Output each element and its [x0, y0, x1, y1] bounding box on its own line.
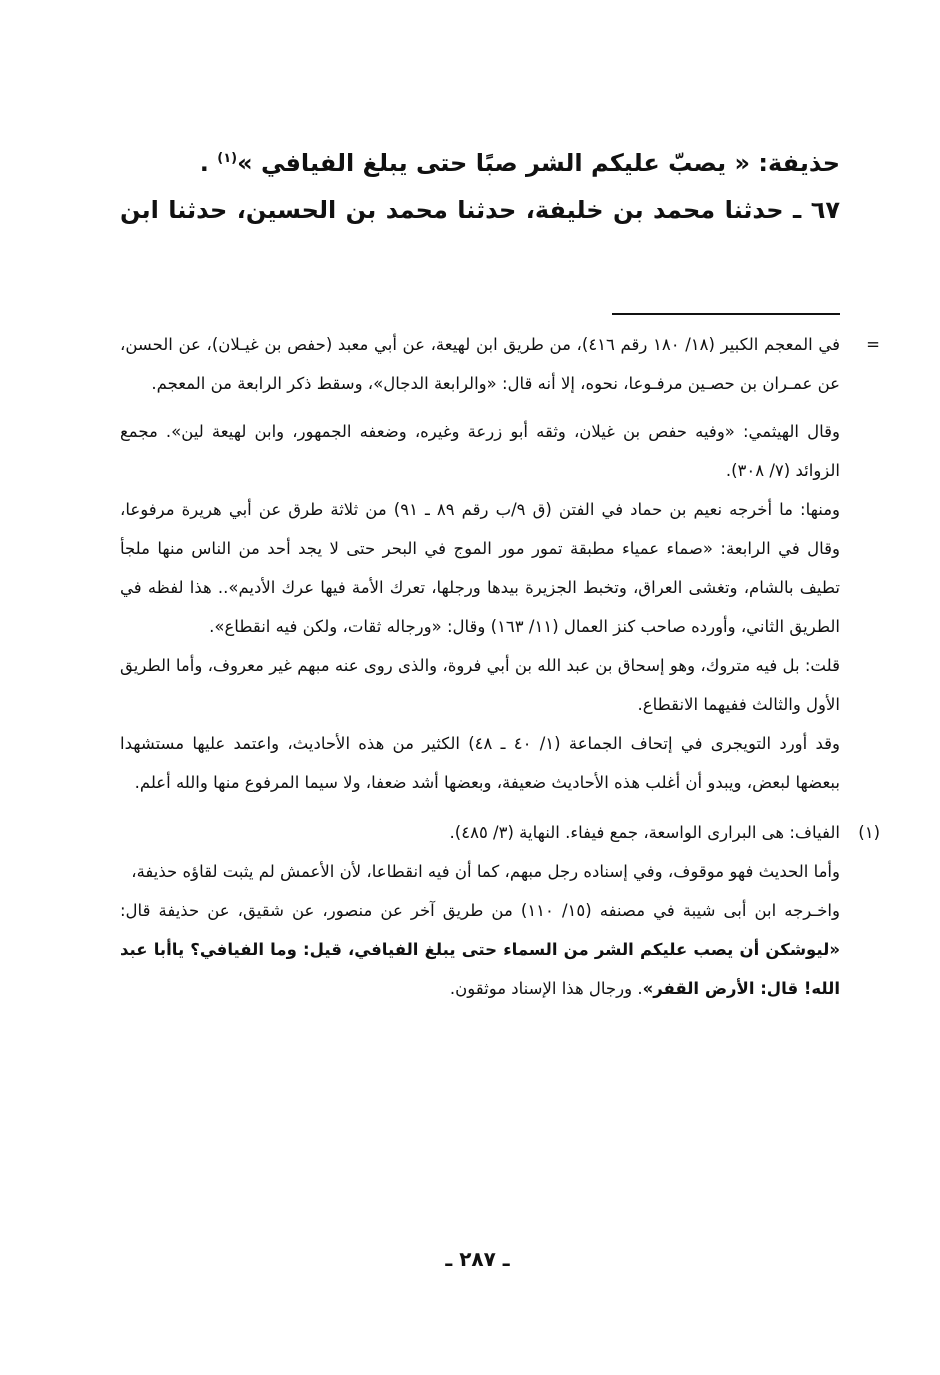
footnote-quote: «ليوشكن أن يصب عليكم الشر من السماء حتى يبلغ الفيافي، قيل: وما الفيافي؟ ياأبا عبد الله! قال: الأرض القفر» — [120, 940, 840, 998]
footnote-paragraph: وقال الهيثمي: «وفيه حفص بن غيلان، وثقه أبو زرعة وغيره، وضعفه الجمهور، وابن لهيعة لين». مجمع الزوائد (٧/ ٣٠٨). — [120, 422, 840, 480]
footnote-paragraph — [120, 891, 840, 1008]
footnote-paragraph: الفياف: هى البرارى الواسعة، جمع فيفاء. النهاية (٣/ ٤٨٥). — [449, 823, 840, 842]
footnote-paragraph: قلت: بل فيه متروك، وهو إسحاق بن عبد الله بن أبي فروة، والذى روى عنه مبهم غير معروف، وأما الطريق الأول والثالث ففيهما الانقطاع. — [120, 656, 840, 714]
footnote-separator — [612, 313, 840, 315]
main-text-line-1 — [120, 140, 840, 187]
main-text-line-2: ٦٧ ـ حدثنا محمد بن خليفة، حدثنا محمد بن الحسين، حدثنا ابن — [120, 196, 840, 224]
page-number: ـ ٢٨٧ ـ — [445, 1247, 510, 1271]
footnotes-section — [120, 325, 880, 1008]
footnote-continuation — [120, 325, 880, 802]
footnote-1-marker: (١) — [858, 823, 880, 842]
footnote-1 — [120, 813, 880, 1008]
footnote-paragraph: وأما الحديث فهو موقوف، وفي إسناده رجل مبهم، كما أن فيه انقطاعا، لأن الأعمش لم يثبت لقاؤه حذيفة، — [131, 862, 840, 881]
footnote-text-end: . ورجال هذا الإسناد موثقون. — [449, 979, 643, 998]
main-text — [120, 140, 840, 234]
main-text-line-1-end: . — [199, 149, 218, 177]
footnote-reference-1: (١) — [217, 151, 238, 166]
footnote-paragraph: في المعجم الكبير (١٨/ ١٨٠ رقم ٤١٦)، من طريق ابن لهيعة، عن أبي معبد (حفص بن غيـلان)، عن الحسن، عن عمـران بن حصـين مرفـوعا، نحوه، إلا أنه قال: «والرابعة الدجال»، وسقط ذكر الرابعة من المعجم. — [120, 335, 840, 393]
footnote-paragraph: وقد أورد التويجرى في إتحاف الجماعة (١/ ٤٠ ـ ٤٨) الكثير من هذه الأحاديث، واعتمد عليها مستشهدا ببعضها لبعض، ويبدو أن أغلب هذه الأحاديث ضعيفة، وبعضها أشد ضعفا، ولا سيما المرفوع منها والله أعلم. — [120, 734, 840, 792]
footnote-text: واخـرجه ابن أبى شيبة في مصنفه (١٥/ ١١٠) من طريق آخر عن منصور، عن شقيق، عن حذيفة قال: — [120, 901, 840, 920]
footnote-paragraph: ومنها: ما أخرجه نعيم بن حماد في الفتن (ق ٩/ب رقم ٨٩ ـ ٩١) من ثلاثة طرق عن أبي هريرة مرفوعا، وقال في الرابعة: «صماء عمياء مطبقة تمور مور الموج في البحر حتى لا يجد أحد من الناس منها ملجأ تطيف بالشام، وتغشى العراق، وتخبط الجزيرة بيدها ورجلها، تعرك الأمة فيها عرك الأديم».. هذا لفظه في الطريق الثاني، وأورده صاحب كنز العمال (١١/ ١٦٣) وقال: «ورجاله ثقات، ولكن فيه انقطاع». — [120, 500, 841, 636]
continuation-marker: = — [866, 335, 880, 354]
main-text-line-1-text: حذيفة: « يصبّ عليكم الشر صبًا حتى يبلغ الفيافي » — [237, 149, 840, 177]
